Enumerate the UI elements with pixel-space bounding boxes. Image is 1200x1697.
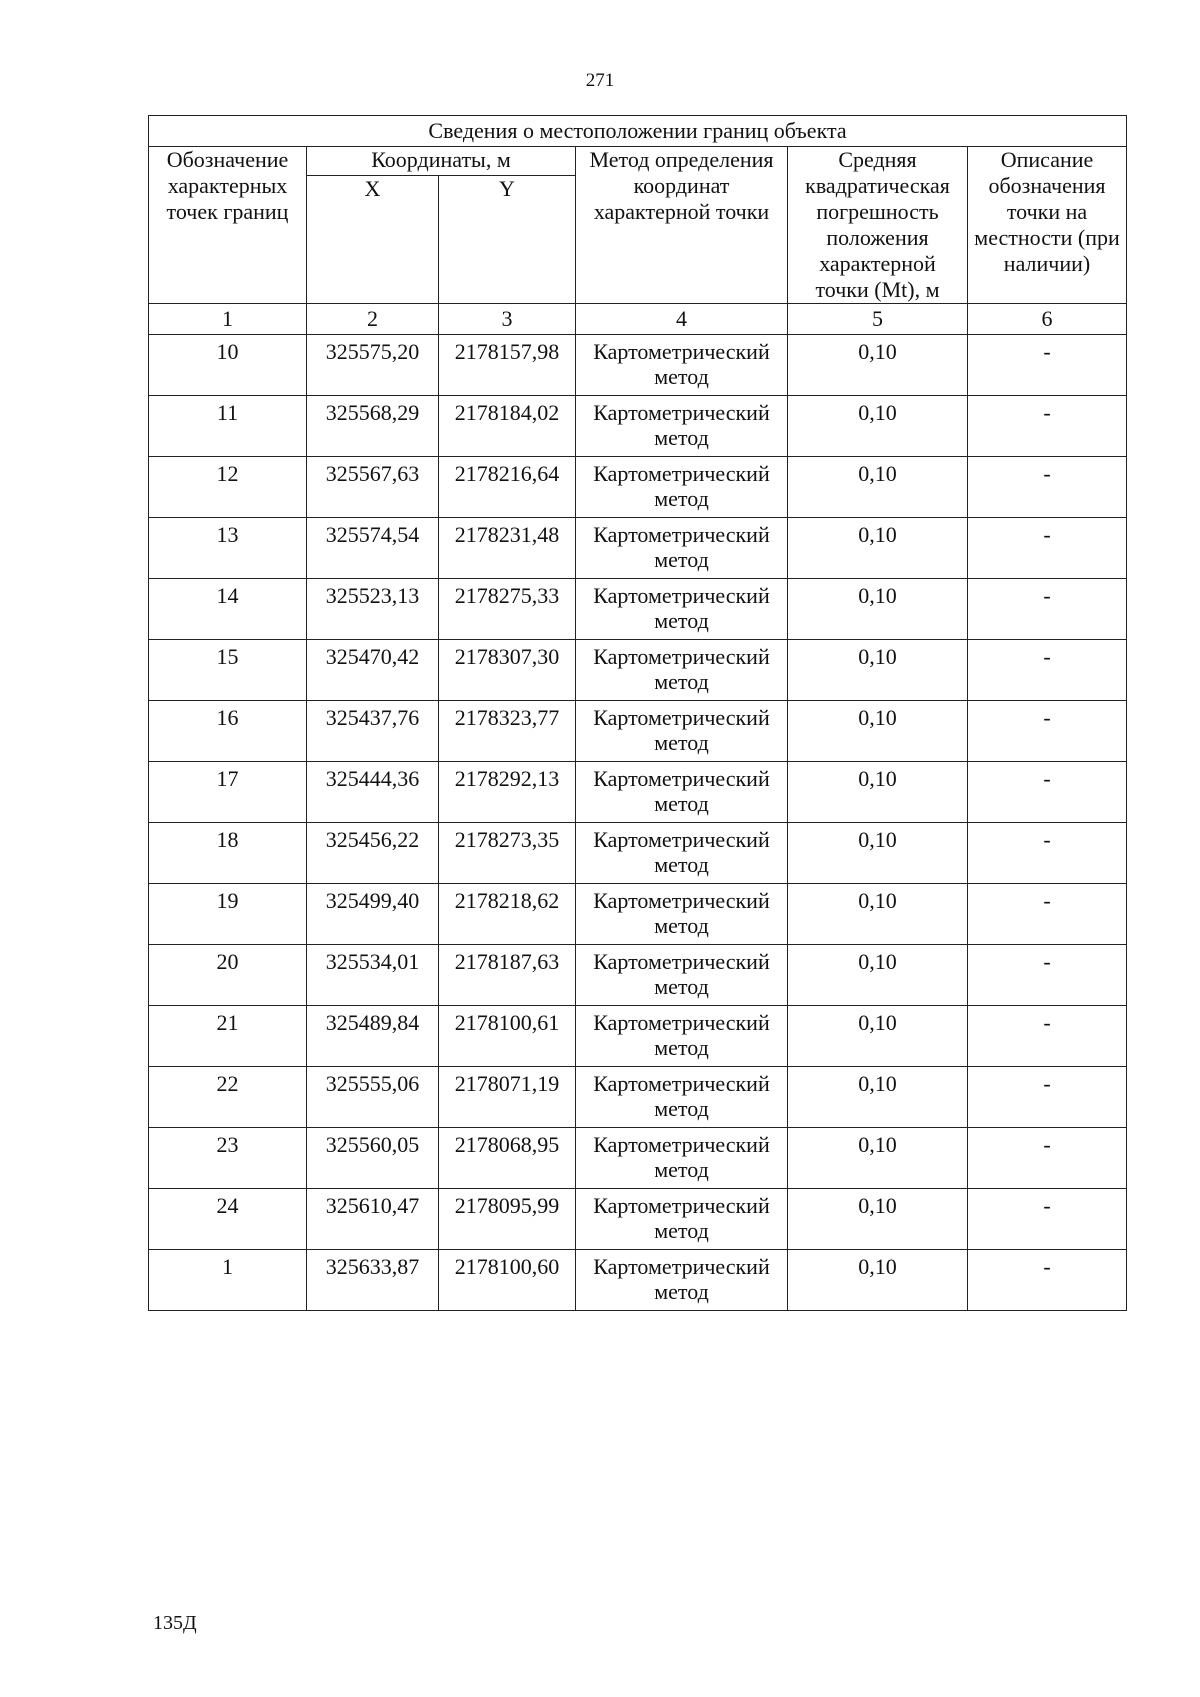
cell-x: 325444,36 bbox=[307, 762, 439, 823]
cell-description: - bbox=[968, 701, 1127, 762]
header-x: X bbox=[307, 176, 439, 304]
cell-x: 325534,01 bbox=[307, 945, 439, 1006]
table-row bbox=[149, 457, 1127, 518]
table-row bbox=[149, 701, 1127, 762]
cell-description: - bbox=[968, 396, 1127, 457]
header-description: Описание обозначения точки на местности (при наличии) bbox=[968, 147, 1127, 304]
cell-error: 0,10 bbox=[788, 457, 968, 518]
cell-x: 325555,06 bbox=[307, 1067, 439, 1128]
cell-y: 2178071,19 bbox=[439, 1067, 576, 1128]
table-row bbox=[149, 1006, 1127, 1067]
table-row bbox=[149, 1189, 1127, 1250]
cell-error: 0,10 bbox=[788, 640, 968, 701]
cell-y: 2178100,61 bbox=[439, 1006, 576, 1067]
table-row bbox=[149, 640, 1127, 701]
boundary-coordinates-table bbox=[148, 115, 1127, 1311]
cell-point: 21 bbox=[149, 1006, 307, 1067]
cell-error: 0,10 bbox=[788, 1006, 968, 1067]
cell-x: 325568,29 bbox=[307, 396, 439, 457]
cell-x: 325560,05 bbox=[307, 1128, 439, 1189]
column-number: 4 bbox=[576, 304, 788, 335]
column-numbers-row bbox=[149, 304, 1127, 335]
column-number: 3 bbox=[439, 304, 576, 335]
cell-y: 2178273,35 bbox=[439, 823, 576, 884]
boundary-table-container bbox=[148, 115, 1126, 1311]
header-y: Y bbox=[439, 176, 576, 304]
cell-description: - bbox=[968, 1128, 1127, 1189]
cell-y: 2178184,02 bbox=[439, 396, 576, 457]
page-number: 271 bbox=[585, 70, 615, 91]
cell-y: 2178323,77 bbox=[439, 701, 576, 762]
cell-method: Картометрический метод bbox=[576, 518, 788, 579]
cell-description: - bbox=[968, 457, 1127, 518]
cell-error: 0,10 bbox=[788, 335, 968, 396]
cell-description: - bbox=[968, 884, 1127, 945]
cell-error: 0,10 bbox=[788, 762, 968, 823]
cell-method: Картометрический метод bbox=[576, 396, 788, 457]
table-header bbox=[149, 116, 1127, 335]
table-row bbox=[149, 518, 1127, 579]
cell-y: 2178157,98 bbox=[439, 335, 576, 396]
cell-x: 325633,87 bbox=[307, 1250, 439, 1311]
table-row bbox=[149, 945, 1127, 1006]
cell-method: Картометрический метод bbox=[576, 1250, 788, 1311]
cell-method: Картометрический метод bbox=[576, 640, 788, 701]
cell-error: 0,10 bbox=[788, 701, 968, 762]
cell-error: 0,10 bbox=[788, 1250, 968, 1311]
cell-error: 0,10 bbox=[788, 1128, 968, 1189]
cell-x: 325523,13 bbox=[307, 579, 439, 640]
cell-point: 11 bbox=[149, 396, 307, 457]
cell-error: 0,10 bbox=[788, 823, 968, 884]
cell-x: 325574,54 bbox=[307, 518, 439, 579]
cell-error: 0,10 bbox=[788, 579, 968, 640]
cell-point: 17 bbox=[149, 762, 307, 823]
cell-method: Картометрический метод bbox=[576, 945, 788, 1006]
cell-method: Картометрический метод bbox=[576, 1128, 788, 1189]
cell-error: 0,10 bbox=[788, 518, 968, 579]
cell-description: - bbox=[968, 823, 1127, 884]
cell-description: - bbox=[968, 1189, 1127, 1250]
cell-y: 2178218,62 bbox=[439, 884, 576, 945]
cell-method: Картометрический метод bbox=[576, 579, 788, 640]
cell-error: 0,10 bbox=[788, 396, 968, 457]
cell-y: 2178307,30 bbox=[439, 640, 576, 701]
table-body bbox=[149, 335, 1127, 1311]
cell-x: 325470,42 bbox=[307, 640, 439, 701]
cell-method: Картометрический метод bbox=[576, 335, 788, 396]
cell-y: 2178292,13 bbox=[439, 762, 576, 823]
table-title: Сведения о местоположении границ объекта bbox=[149, 116, 1127, 147]
column-number: 1 bbox=[149, 304, 307, 335]
cell-error: 0,10 bbox=[788, 1189, 968, 1250]
cell-point: 19 bbox=[149, 884, 307, 945]
cell-description: - bbox=[968, 1006, 1127, 1067]
cell-point: 22 bbox=[149, 1067, 307, 1128]
table-row bbox=[149, 823, 1127, 884]
column-number: 2 bbox=[307, 304, 439, 335]
header-method: Метод определения координат характерной точки bbox=[576, 147, 788, 304]
cell-point: 23 bbox=[149, 1128, 307, 1189]
cell-method: Картометрический метод bbox=[576, 1067, 788, 1128]
header-coords: Координаты, м bbox=[307, 147, 576, 176]
table-row bbox=[149, 396, 1127, 457]
column-number: 6 bbox=[968, 304, 1127, 335]
cell-x: 325489,84 bbox=[307, 1006, 439, 1067]
cell-point: 18 bbox=[149, 823, 307, 884]
table-row bbox=[149, 579, 1127, 640]
column-number: 5 bbox=[788, 304, 968, 335]
table-row bbox=[149, 1128, 1127, 1189]
header-row-1 bbox=[149, 147, 1127, 176]
cell-method: Картометрический метод bbox=[576, 1189, 788, 1250]
cell-description: - bbox=[968, 640, 1127, 701]
cell-y: 2178100,60 bbox=[439, 1250, 576, 1311]
cell-description: - bbox=[968, 1067, 1127, 1128]
cell-x: 325456,22 bbox=[307, 823, 439, 884]
cell-point: 10 bbox=[149, 335, 307, 396]
cell-description: - bbox=[968, 762, 1127, 823]
table-row bbox=[149, 762, 1127, 823]
table-row bbox=[149, 1250, 1127, 1311]
table-title-row bbox=[149, 116, 1127, 147]
cell-x: 325567,63 bbox=[307, 457, 439, 518]
cell-point: 1 bbox=[149, 1250, 307, 1311]
table-row bbox=[149, 335, 1127, 396]
cell-description: - bbox=[968, 518, 1127, 579]
cell-description: - bbox=[968, 1250, 1127, 1311]
cell-method: Картометрический метод bbox=[576, 457, 788, 518]
cell-description: - bbox=[968, 579, 1127, 640]
cell-x: 325575,20 bbox=[307, 335, 439, 396]
cell-error: 0,10 bbox=[788, 1067, 968, 1128]
cell-y: 2178187,63 bbox=[439, 945, 576, 1006]
cell-y: 2178068,95 bbox=[439, 1128, 576, 1189]
cell-point: 15 bbox=[149, 640, 307, 701]
cell-description: - bbox=[968, 945, 1127, 1006]
cell-error: 0,10 bbox=[788, 884, 968, 945]
table-row bbox=[149, 1067, 1127, 1128]
cell-y: 2178095,99 bbox=[439, 1189, 576, 1250]
cell-method: Картометрический метод bbox=[576, 762, 788, 823]
table-row bbox=[149, 884, 1127, 945]
cell-method: Картометрический метод bbox=[576, 884, 788, 945]
cell-point: 24 bbox=[149, 1189, 307, 1250]
cell-description: - bbox=[968, 335, 1127, 396]
cell-point: 20 bbox=[149, 945, 307, 1006]
cell-point: 14 bbox=[149, 579, 307, 640]
cell-method: Картометрический метод bbox=[576, 823, 788, 884]
cell-method: Картометрический метод bbox=[576, 1006, 788, 1067]
cell-point: 13 bbox=[149, 518, 307, 579]
cell-point: 16 bbox=[149, 701, 307, 762]
cell-x: 325610,47 bbox=[307, 1189, 439, 1250]
cell-method: Картометрический метод bbox=[576, 701, 788, 762]
footer-code: 135Д bbox=[153, 1612, 197, 1634]
header-error: Средняя квадратическая погрешность положения характерной точки (Mt), м bbox=[788, 147, 968, 304]
cell-y: 2178231,48 bbox=[439, 518, 576, 579]
cell-x: 325437,76 bbox=[307, 701, 439, 762]
cell-point: 12 bbox=[149, 457, 307, 518]
header-point: Обозначение характерных точек границ bbox=[149, 147, 307, 304]
cell-y: 2178216,64 bbox=[439, 457, 576, 518]
cell-error: 0,10 bbox=[788, 945, 968, 1006]
cell-x: 325499,40 bbox=[307, 884, 439, 945]
cell-y: 2178275,33 bbox=[439, 579, 576, 640]
